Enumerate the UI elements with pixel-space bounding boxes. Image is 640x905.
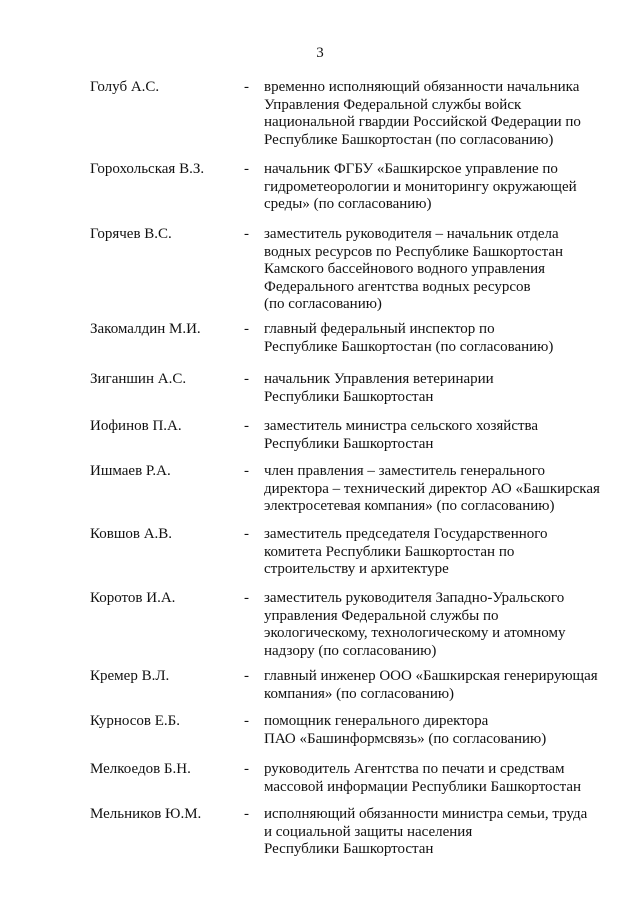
- position-line: экологическому, технологическому и атомному: [264, 625, 566, 641]
- position-line: Республике Башкортостан (по согласованию): [264, 131, 554, 148]
- position-line: Управления Федеральной службы войск: [264, 96, 522, 113]
- position-line: член правления – заместитель генерального: [264, 463, 545, 479]
- position-line: Республике Башкортостан (по согласованию): [264, 338, 554, 355]
- position-line: ПАО «Башинформсвязь» (по согласованию): [264, 730, 547, 747]
- member-name: Горохольская В.З.: [90, 161, 205, 177]
- separator-dash: -: [244, 79, 249, 95]
- position-line: директора – технический директор АО «Башкирская: [264, 480, 600, 497]
- position-line: компания» (по согласованию): [264, 685, 455, 702]
- position-line: помощник генерального директора: [264, 713, 489, 729]
- page-number: 3: [316, 45, 324, 61]
- member-name: Мельников Ю.М.: [90, 806, 202, 822]
- position-line: и социальной защиты населения: [264, 823, 473, 840]
- member-position: [264, 806, 624, 859]
- member-position: [264, 371, 624, 406]
- position-line: Республики Башкортостан: [264, 841, 434, 857]
- member-position: [264, 668, 624, 703]
- position-line: Республики Башкортостан: [264, 388, 434, 405]
- separator-dash: -: [244, 806, 249, 822]
- separator-dash: -: [244, 526, 249, 542]
- separator-dash: -: [244, 668, 249, 684]
- position-line: управления Федеральной службы по: [264, 607, 499, 624]
- member-position: [264, 463, 624, 516]
- member-name: Мелкоедов Б.Н.: [90, 761, 191, 777]
- position-line: руководитель Агентства по печати и средствам: [264, 761, 565, 777]
- separator-dash: -: [244, 161, 249, 177]
- position-line: Камского бассейнового водного управления: [264, 261, 546, 277]
- position-line: комитета Республики Башкортостан по: [264, 543, 515, 560]
- separator-dash: -: [244, 463, 249, 479]
- position-line: временно исполняющий обязанности начальника: [264, 79, 580, 95]
- member-position: [264, 526, 624, 579]
- position-line: Республики Башкортостан: [264, 435, 434, 452]
- member-name: Кремер В.Л.: [90, 668, 170, 684]
- member-position: [264, 713, 624, 748]
- separator-dash: -: [244, 761, 249, 777]
- separator-dash: -: [244, 590, 249, 606]
- position-line: главный федеральный инспектор по: [264, 321, 495, 337]
- position-line: электросетевая компания» (по согласованию): [264, 498, 555, 514]
- separator-dash: -: [244, 321, 249, 337]
- member-position: [264, 161, 624, 214]
- position-line: среды» (по согласованию): [264, 196, 432, 212]
- separator-dash: -: [244, 226, 249, 242]
- position-line: начальник ФГБУ «Башкирское управление по: [264, 161, 558, 177]
- member-position: [264, 226, 624, 314]
- position-line: (по согласованию): [264, 296, 382, 312]
- position-line: заместитель руководителя – начальник отдела: [264, 226, 559, 242]
- member-position: [264, 79, 624, 149]
- position-line: национальной гвардии Российской Федерации по: [264, 114, 581, 130]
- member-name: Курносов Е.Б.: [90, 713, 181, 729]
- member-name: Иофинов П.А.: [90, 418, 182, 434]
- separator-dash: -: [244, 418, 249, 434]
- separator-dash: -: [244, 713, 249, 729]
- member-name: Ковшов А.В.: [90, 526, 173, 542]
- member-position: [264, 321, 624, 356]
- member-position: [264, 418, 624, 453]
- position-line: водных ресурсов по Республике Башкортостан: [264, 243, 564, 260]
- member-name: Закомалдин М.И.: [90, 321, 201, 337]
- position-line: исполняющий обязанности министра семьи, труда: [264, 806, 588, 822]
- member-position: [264, 590, 624, 660]
- position-line: заместитель министра сельского хозяйства: [264, 418, 539, 434]
- member-name: Голуб А.С.: [90, 79, 160, 95]
- position-line: заместитель руководителя Западно-Уральского: [264, 590, 565, 606]
- position-line: Федерального агентства водных ресурсов: [264, 278, 531, 295]
- position-line: надзору (по согласованию): [264, 642, 437, 659]
- member-name: Ишмаев Р.А.: [90, 463, 171, 479]
- member-name: Зиганшин А.С.: [90, 371, 187, 387]
- position-line: гидрометеорологии и мониторингу окружающей: [264, 178, 577, 195]
- separator-dash: -: [244, 371, 249, 387]
- member-position: [264, 761, 624, 796]
- member-name: Горячев В.С.: [90, 226, 172, 242]
- position-line: строительству и архитектуре: [264, 561, 449, 577]
- position-line: заместитель председателя Государственного: [264, 526, 548, 542]
- member-name: Коротов И.А.: [90, 590, 176, 606]
- position-line: главный инженер ООО «Башкирская генерирующая: [264, 668, 598, 684]
- position-line: массовой информации Республики Башкортостан: [264, 778, 582, 795]
- position-line: начальник Управления ветеринарии: [264, 371, 494, 387]
